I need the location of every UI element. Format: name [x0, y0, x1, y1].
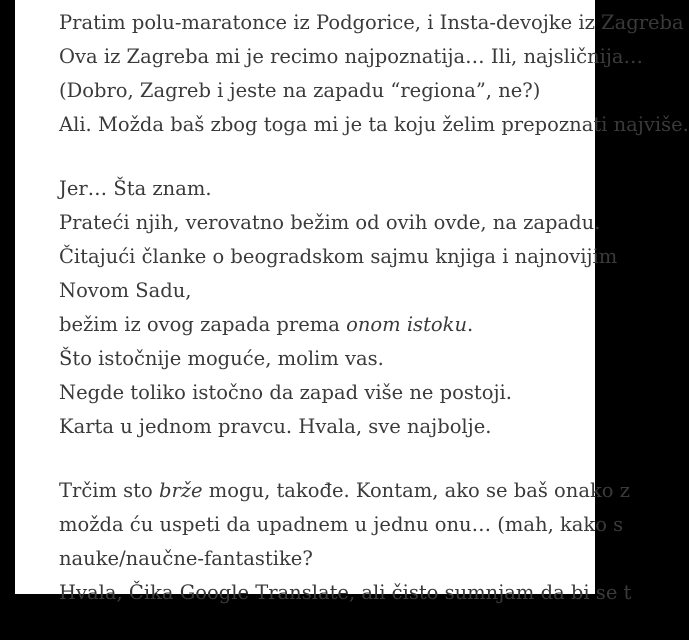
text-segment: (Dobro, Zagreb i jeste na zapadu “regiona”, ne?)	[59, 79, 541, 102]
italic-text: onom istoku	[346, 313, 468, 336]
text-line	[59, 542, 659, 576]
text-line	[59, 508, 659, 542]
text-segment: nauke/naučne-fantastike?	[59, 547, 313, 570]
text-segment: Što istočnije moguće, molim vas.	[59, 347, 384, 370]
text-segment: možda ću uspeti da upadnem u jednu onu… (mah, kako s	[59, 513, 624, 536]
text-line	[59, 410, 659, 444]
text-segment: Prateći njih, verovatno bežim od ovih ovde, na zapadu.	[59, 211, 601, 234]
text-line	[59, 576, 659, 610]
text-segment: Novom Sadu,	[59, 279, 192, 302]
text-line	[59, 474, 659, 508]
text-segment: .	[467, 313, 474, 336]
text-segment: Pratim polu-maratonce iz Podgorice, i Insta-devojke iz Zagreba	[59, 11, 684, 34]
text-segment: mogu, takođe. Kontam, ako se baš onako z	[202, 479, 630, 502]
paragraph	[59, 172, 659, 444]
text-line	[59, 274, 659, 308]
text-line	[59, 172, 659, 206]
paragraph	[59, 6, 689, 142]
document-page	[15, 0, 689, 604]
text-line	[59, 308, 659, 342]
text-line	[59, 240, 659, 274]
text-segment: Ali. Možda baš zbog toga mi je ta koju želim prepoznati najviše.	[59, 113, 689, 136]
paragraph	[59, 474, 659, 610]
italic-text: brže	[158, 479, 203, 502]
text-line	[59, 342, 659, 376]
text-line	[59, 108, 689, 142]
article-body	[59, 6, 689, 640]
text-line	[59, 6, 684, 40]
text-line	[59, 376, 659, 410]
text-segment: bežim iz ovog zapada prema	[59, 313, 347, 336]
text-line	[59, 206, 659, 240]
text-line	[59, 40, 659, 74]
text-segment: Jer… Šta znam.	[59, 177, 212, 200]
text-segment: Hvala, Čika Google Translate, ali čisto sumnjam da bi se t	[59, 581, 632, 604]
text-segment: Karta u jednom pravcu. Hvala, sve najbolje.	[59, 415, 492, 438]
text-segment: Čitajući članke o beogradskom sajmu knjiga i najnovijim	[59, 245, 618, 268]
text-segment: Trčim sto	[59, 479, 159, 502]
text-segment: Ova iz Zagreba mi je recimo najpoznatija… Ili, najsličnija…	[59, 45, 644, 68]
text-segment: Negde toliko istočno da zapad više ne postoji.	[59, 381, 512, 404]
text-line	[59, 74, 659, 108]
